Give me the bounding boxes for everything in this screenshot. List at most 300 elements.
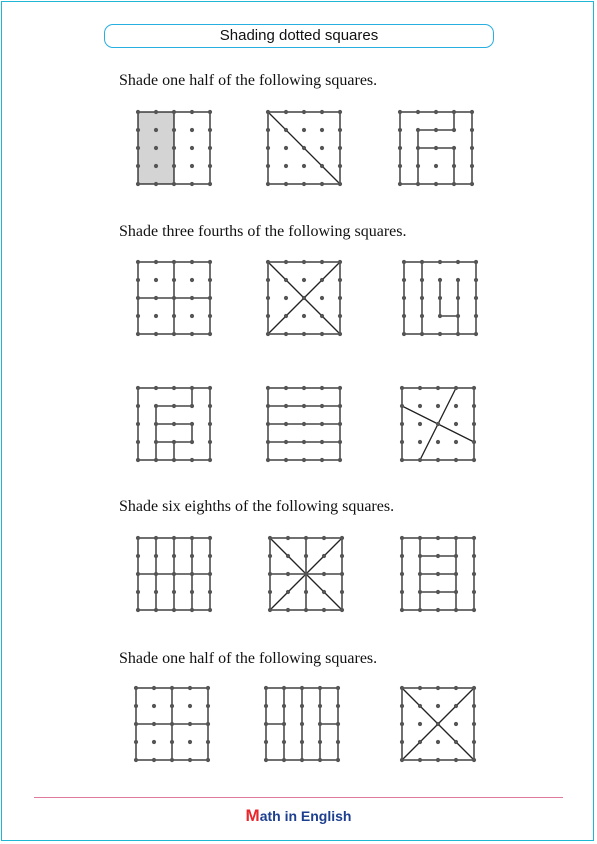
grid-dot [302,458,306,462]
grid-dot [282,758,286,762]
grid-dot [304,608,308,612]
grid-dot [136,608,140,612]
grid-dot [190,296,194,300]
grid-dot [302,110,306,114]
grid-dot [188,758,192,762]
grid-dot [472,704,476,708]
grid-dot [286,554,290,558]
grid-dot [436,686,440,690]
grid-dot [172,332,176,336]
grid-dot [452,110,456,114]
instruction-one-half: Shade one half of the following squares. [119,72,378,89]
grid-dot [398,110,402,114]
grid-dot [190,278,194,282]
grid-dot [154,260,158,264]
grid-dot [322,608,326,612]
grid-dot [136,278,140,282]
grid-dot [284,296,288,300]
grid-dot [136,536,140,540]
grid-dot [134,722,138,726]
grid-dot [436,590,440,594]
grid-dot [336,758,340,762]
grid-dot [452,182,456,186]
grid-dot [190,182,194,186]
grid-dot [320,110,324,114]
grid-dot [190,260,194,264]
grid-dot [456,260,460,264]
grid-dot [336,722,340,726]
grid-dot [398,146,402,150]
grid-dot [172,128,176,132]
grid-dot [302,332,306,336]
grid-dot [318,686,322,690]
grid-dot [454,608,458,612]
grid-dot [206,758,210,762]
grid-dot [152,686,156,690]
grid-dot [338,440,342,444]
grid-dot [268,608,272,612]
grid-dot [420,332,424,336]
square-2f[interactable] [402,388,474,460]
grid-dot [188,740,192,744]
grid-dot [282,686,286,690]
square-1b[interactable] [268,112,340,184]
grid-dot [434,110,438,114]
grid-dot [134,758,138,762]
grid-dot [304,572,308,576]
grid-dot [474,260,478,264]
grid-dot [454,386,458,390]
grid-dot [400,608,404,612]
instruction-three-fourths: Shade three fourths of the following squares. [119,223,407,240]
grid-dot [304,554,308,558]
grid-dot [470,164,474,168]
grid-dot [320,164,324,168]
grid-dot [284,182,288,186]
grid-dot [284,458,288,462]
grid-dot [134,686,138,690]
grid-dot [154,422,158,426]
grid-dot [266,110,270,114]
grid-dot [400,572,404,576]
grid-dot [452,128,456,132]
grid-dot [136,146,140,150]
grid-dot [266,260,270,264]
grid-dot [136,164,140,168]
instruction-one-half-second: Shade one half of the following squares. [119,650,378,667]
grid-dot [154,146,158,150]
grid-dot [336,704,340,708]
grid-dot [136,296,140,300]
grid-dot [284,422,288,426]
grid-dot [418,572,422,576]
grid-dot [170,704,174,708]
grid-dot [284,440,288,444]
grid-dot [434,164,438,168]
grid-dot [268,536,272,540]
grid-dot [418,758,422,762]
grid-dot [190,164,194,168]
grid-dot [470,182,474,186]
grid-dot [418,740,422,744]
grid-dot [338,278,342,282]
grid-dot [266,278,270,282]
grid-dot [266,422,270,426]
grid-dot [170,686,174,690]
grid-dot [286,572,290,576]
grid-dot [266,146,270,150]
grid-dot [472,386,476,390]
grid-dot [456,332,460,336]
footer-rule [34,797,563,798]
grid-dot [436,722,440,726]
grid-dot [436,386,440,390]
grid-dot [436,554,440,558]
grid-dot [302,278,306,282]
grid-dot [300,758,304,762]
grid-dot [154,314,158,318]
grid-dot [206,740,210,744]
square-3b[interactable] [270,538,342,610]
grid-dot [188,722,192,726]
square-2c[interactable] [404,262,476,334]
grid-dot [208,404,212,408]
grid-dot [206,686,210,690]
grid-dot [322,554,326,558]
grid-dot [456,314,460,318]
grid-dot [338,146,342,150]
grid-dot [418,686,422,690]
grid-dot [320,386,324,390]
square-3c[interactable] [402,538,474,610]
grid-dot [190,440,194,444]
grid-dot [400,686,404,690]
grid-dot [136,182,140,186]
grid-dot [172,110,176,114]
grid-dot [338,386,342,390]
grid-dot [190,608,194,612]
grid-dot [136,404,140,408]
grid-dot [454,590,458,594]
grid-dot [190,572,194,576]
grid-dot [452,146,456,150]
grid-dot [302,296,306,300]
grid-dot [418,590,422,594]
grid-dot [338,110,342,114]
square-2a[interactable] [138,262,210,334]
grid-dot [172,164,176,168]
grid-dot [154,182,158,186]
grid-dot [206,722,210,726]
grid-dot [418,440,422,444]
grid-dot [302,440,306,444]
grid-dot [302,314,306,318]
grid-dot [172,404,176,408]
grid-dot [418,536,422,540]
grid-dot [454,572,458,576]
grid-dot [338,182,342,186]
grid-dot [136,458,140,462]
grid-dot [416,182,420,186]
grid-dot [320,296,324,300]
grid-dot [208,386,212,390]
grid-dot [472,554,476,558]
grid-dot [208,590,212,594]
grid-dot [154,590,158,594]
grid-dot [268,572,272,576]
grid-dot [300,722,304,726]
grid-dot [416,110,420,114]
grid-dot [154,554,158,558]
grid-dot [154,608,158,612]
grid-dot [302,386,306,390]
grid-dot [208,128,212,132]
square-4b[interactable] [266,688,338,760]
grid-dot [190,314,194,318]
grid-dot [318,740,322,744]
grid-dot [320,182,324,186]
grid-dot [454,422,458,426]
grid-dot [264,722,268,726]
grid-dot [154,332,158,336]
grid-dot [436,572,440,576]
grid-dot [172,386,176,390]
grid-dot [456,296,460,300]
grid-dot [400,590,404,594]
grid-dot [266,164,270,168]
grid-dot [340,590,344,594]
grid-dot [172,590,176,594]
grid-dot [436,404,440,408]
grid-dot [456,278,460,282]
grid-dot [172,314,176,318]
grid-dot [208,458,212,462]
grid-dot [338,332,342,336]
grid-dot [416,128,420,132]
grid-dot [172,422,176,426]
grid-dot [154,386,158,390]
grid-dot [340,554,344,558]
grid-dot [438,314,442,318]
grid-dot [136,440,140,444]
grid-dot [470,128,474,132]
instruction-six-eighths: Shade six eighths of the following squares. [119,498,395,515]
grid-dot [474,278,478,282]
grid-dot [420,296,424,300]
grid-dot [420,314,424,318]
grid-dot [418,386,422,390]
grid-dot [434,182,438,186]
grid-dot [302,260,306,264]
grid-dot [190,404,194,408]
grid-dot [320,422,324,426]
grid-dot [284,110,288,114]
grid-dot [302,182,306,186]
grid-dot [340,572,344,576]
grid-dot [436,536,440,540]
grid-dot [170,722,174,726]
grid-dot [190,422,194,426]
square-4a[interactable] [136,688,208,760]
grid-dot [302,404,306,408]
grid-dot [284,278,288,282]
grid-dot [400,554,404,558]
grid-dot [286,536,290,540]
grid-dot [322,590,326,594]
grid-dot [400,386,404,390]
grid-dot [300,740,304,744]
grid-dot [154,110,158,114]
grid-dot [470,110,474,114]
grid-dot [208,146,212,150]
grid-dot [454,686,458,690]
grid-dot [400,704,404,708]
grid-dot [286,590,290,594]
grid-dot [320,278,324,282]
grid-dot [402,278,406,282]
grid-dot [170,740,174,744]
grid-dot [172,278,176,282]
grid-dot [472,440,476,444]
grid-dot [452,164,456,168]
grid-dot [418,404,422,408]
grid-dot [134,704,138,708]
grid-dot [320,404,324,408]
grid-dot [436,758,440,762]
grid-dot [472,608,476,612]
square-2d[interactable] [138,388,210,460]
grid-dot [472,686,476,690]
grid-dot [472,422,476,426]
grid-dot [338,458,342,462]
grid-dot [302,422,306,426]
grid-dot [136,554,140,558]
grid-dot [436,704,440,708]
grid-dot [338,260,342,264]
grid-dot [420,260,424,264]
grid-dot [472,758,476,762]
grid-dot [400,536,404,540]
grid-dot [436,440,440,444]
grid-dot [338,314,342,318]
grid-dot [208,572,212,576]
grid-dot [470,146,474,150]
grid-dot [472,536,476,540]
grid-dot [154,404,158,408]
grid-dot [190,110,194,114]
square-1a[interactable] [138,112,210,184]
grid-dot [302,128,306,132]
grid-dot [322,536,326,540]
grid-dot [320,128,324,132]
grid-dot [320,440,324,444]
grid-dot [136,590,140,594]
square-4c[interactable] [402,688,474,760]
grid-dot [266,314,270,318]
grid-dot [402,296,406,300]
grid-dot [152,704,156,708]
grid-dot [320,146,324,150]
grid-dot [438,260,442,264]
grid-dot [136,260,140,264]
grid-dot [172,458,176,462]
grid-dot [208,536,212,540]
grid-dot [434,146,438,150]
grid-dot [434,128,438,132]
grid-dot [188,704,192,708]
grid-dot [190,332,194,336]
grid-dot [170,758,174,762]
grid-dot [188,686,192,690]
grid-dot [320,458,324,462]
grid-dot [266,128,270,132]
grid-dot [264,686,268,690]
grid-dot [154,278,158,282]
grid-dot [152,722,156,726]
square-1c[interactable] [400,112,472,184]
square-3a[interactable] [138,538,210,610]
grid-dot [208,278,212,282]
grid-dot [338,296,342,300]
grid-dot [454,536,458,540]
grid-dot [438,332,442,336]
grid-dot [284,128,288,132]
grid-dot [208,608,212,612]
grid-dot [418,554,422,558]
grid-dot [208,164,212,168]
grid-dot [172,440,176,444]
grid-dot [172,182,176,186]
grid-dot [336,686,340,690]
square-2e[interactable] [268,388,340,460]
grid-dot [266,182,270,186]
square-2b[interactable] [268,262,340,334]
grid-dot [418,704,422,708]
grid-dot [136,128,140,132]
grid-dot [154,128,158,132]
grid-dot [172,536,176,540]
grid-dot [134,740,138,744]
grid-dot [318,704,322,708]
grid-dot [190,146,194,150]
grid-dot [264,758,268,762]
grid-dot [400,404,404,408]
grid-dot [154,458,158,462]
grid-dot [400,740,404,744]
grid-dot [338,422,342,426]
grid-dot [284,404,288,408]
grid-dot [400,758,404,762]
grid-dot [154,440,158,444]
grid-dot [472,590,476,594]
grid-dot [438,296,442,300]
grid-dot [302,146,306,150]
grid-dot [136,110,140,114]
grid-dot [454,740,458,744]
grid-dot [418,722,422,726]
grid-dot [172,296,176,300]
grid-dot [340,536,344,540]
grid-dot [436,422,440,426]
grid-dot [190,536,194,540]
grid-dot [208,182,212,186]
grid-dot [266,458,270,462]
grid-dot [336,740,340,744]
grid-dot [208,110,212,114]
grid-dot [172,260,176,264]
grid-dot [340,608,344,612]
grid-dot [454,440,458,444]
